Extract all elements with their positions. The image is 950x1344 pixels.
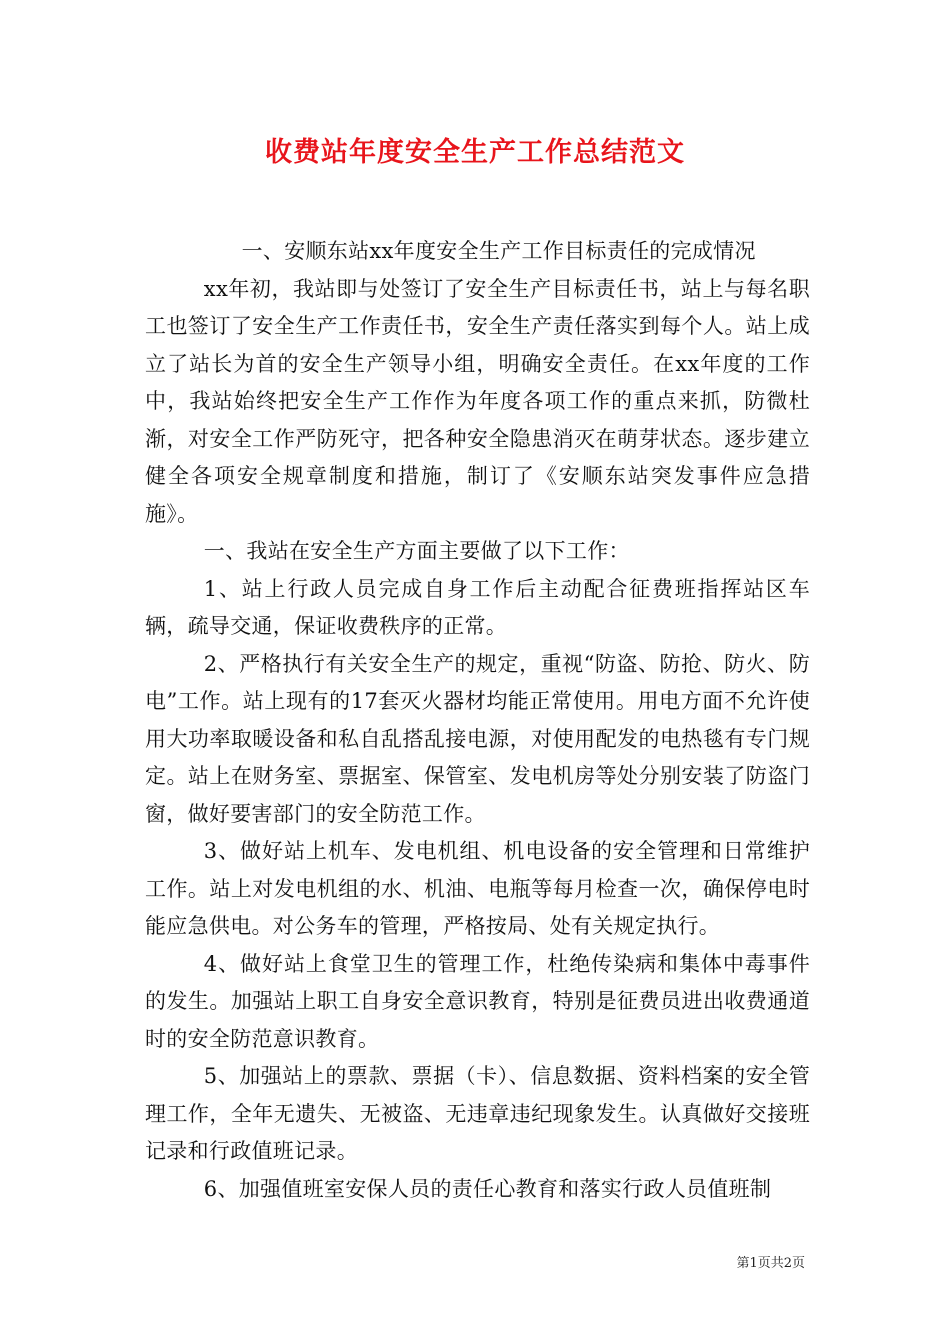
- section-heading: 一、我站在安全生产方面主要做了以下工作：: [203, 539, 630, 563]
- document-title: 收费站年度安全生产工作总结范文: [265, 137, 685, 168]
- list-item: 1、站上行政人员完成自身工作后主动配合征费班指挥站区车辆，疏导交通，保证收费秩序的正常。: [145, 576, 810, 638]
- list-item: 2、严格执行有关安全生产的规定，重视“防盗、防抢、防火、防电”工作。站上现有的17套灭火器材均能正常使用。用电方面不允许使用大功率取暖设备和私自乱搭乱接电源，对使用配发的电热毯有专门规定。站上在财务室、票据室、保管室、发电机房等处分别安装了防盗门窗，做好要害部门的安全防范工作。: [145, 651, 810, 826]
- section-heading: 一、安顺东站xx年度安全生产工作目标责任的完成情况: [241, 239, 756, 263]
- document-body: [145, 233, 810, 1208]
- page-number: 第1页共2页: [736, 1256, 805, 1271]
- list-item: 4、做好站上食堂卫生的管理工作，杜绝传染病和集体中毒事件的发生。加强站上职工自身安全意识教育，特别是征费员进出收费通道时的安全防范意识教育。: [145, 951, 810, 1051]
- paragraph: xx年初，我站即与处签订了安全生产目标责任书，站上与每名职工也签订了安全生产工作责任书，安全生产责任落实到每个人。站上成立了站长为首的安全生产领导小组，明确安全责任。在xx年度的工作中，我站始终把安全生产工作作为年度各项工作的重点来抓，防微杜渐，对安全工作严防死守，把各种安全隐患消灭在萌芽状态。逐步建立健全各项安全规章制度和措施，制订了《安顺东站突发事件应急措施》。: [145, 276, 810, 526]
- list-item: 3、做好站上机车、发电机组、机电设备的安全管理和日常维护工作。站上对发电机组的水、机油、电瓶等每月检查一次，确保停电时能应急供电。对公务车的管理，严格按局、处有关规定执行。: [145, 839, 810, 938]
- list-item: 6、加强值班室安保人员的责任心教育和落实行政人员值班制: [203, 1176, 772, 1201]
- list-item: 5、加强站上的票款、票据（卡）、信息数据、资料档案的安全管理工作，全年无遗失、无被盗、无违章违纪现象发生。认真做好交接班记录和行政值班记录。: [145, 1064, 810, 1163]
